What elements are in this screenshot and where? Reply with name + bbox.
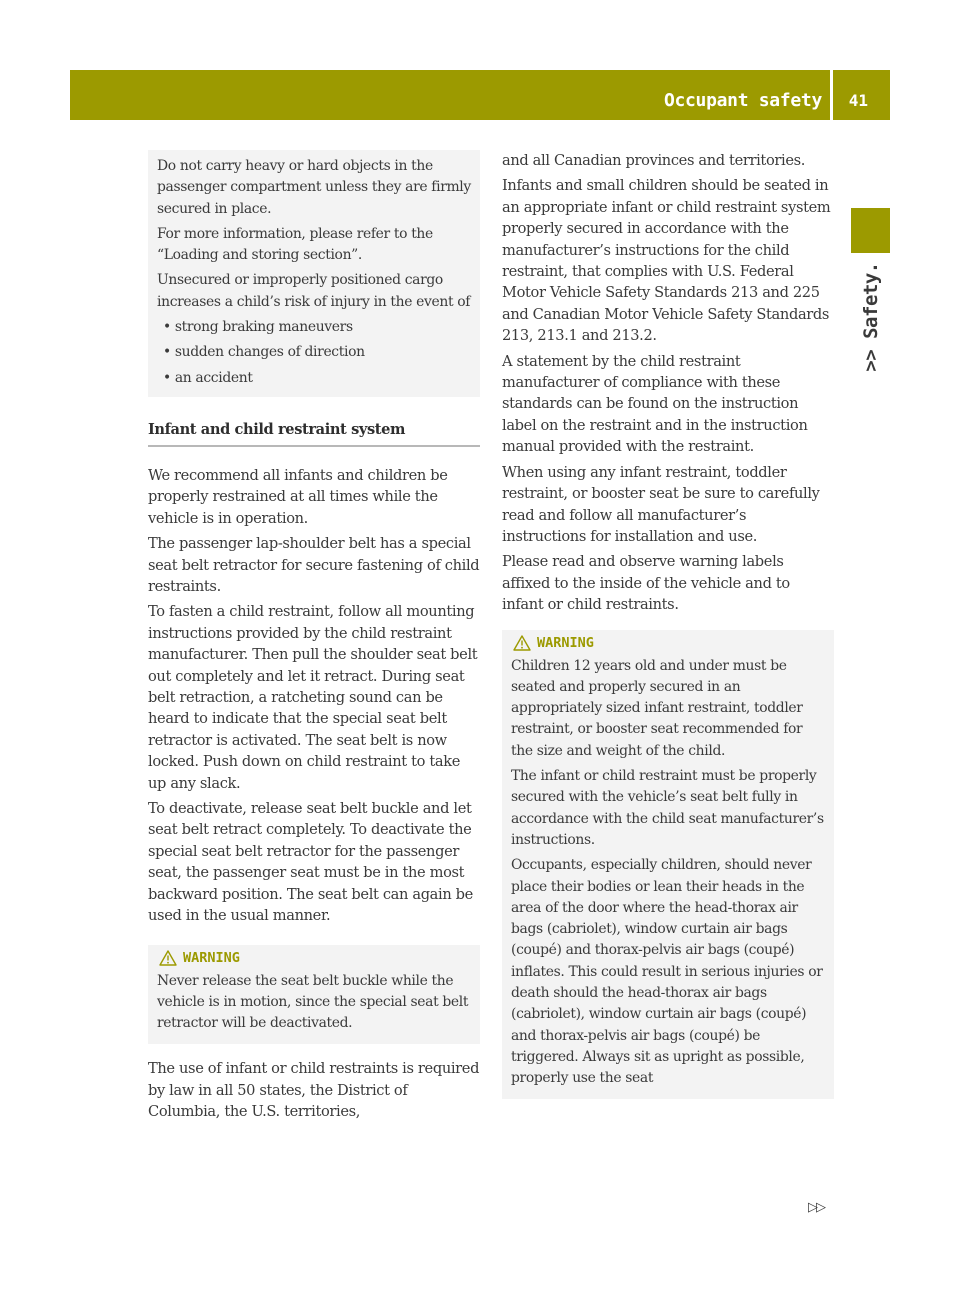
body-paragraph: Infants and small children should be seated in an appropriate infant or child restraint system properly secured in accordance with the manufacturer’s instructions for the child restraint, that complies with U.S. Federal Motor Vehicle Safety Standards 213 and 225 and Canadian Motor Vehicle Safety Standards 213, 213.1 and 213.2. [502, 177, 831, 345]
list-item-text: an accident [174, 369, 253, 386]
list-item [157, 368, 472, 389]
page-title: Occupant safety [663, 90, 822, 111]
list-item [157, 317, 472, 338]
header-bar [70, 70, 890, 120]
warning-text: Never release the seat belt buckle while the vehicle is in motion, since the special seat belt retractor will be deactivated. [157, 972, 469, 1032]
list-item [157, 342, 472, 363]
bullet-icon: • [163, 344, 171, 361]
side-tab [851, 262, 890, 372]
side-tab-marker [851, 208, 890, 253]
body-paragraph: When using any infant restraint, toddler restraint, or booster seat be sure to carefully read and follow all manufacturer’s instructions for installation and use. [502, 463, 820, 545]
body-paragraph: and all Canadian provinces and territories. [502, 152, 806, 169]
warning-text: The infant or child restraint must be properly secured with the vehicle’s seat belt fully in accordance with the child seat manufacturer’s instructions. [511, 768, 824, 848]
body-paragraph: A statement by the child restraint manufacturer of compliance with these standards can be found on the instruction label on the restraint and in the instruction manual provided with the restraint. [502, 352, 808, 456]
side-tab-label: >> Safety. [859, 262, 882, 372]
list-item-text: strong braking maneuvers [174, 319, 353, 336]
body-paragraph: Please read and observe warning labels affixed to the inside of the vehicle and to infant or child restraints. [502, 553, 790, 614]
body-paragraph: The use of infant or child restraints is required by law in all 50 states, the District of Columbia, the U.S. territories, [148, 1060, 480, 1121]
warning-label: WARNING [183, 949, 240, 966]
cargo-note-paragraph: Unsecured or improperly positioned cargo increases a child’s risk of injury in the event of [157, 272, 471, 310]
header-divider [830, 70, 833, 120]
right-column [502, 150, 834, 1113]
warning-triangle-icon [159, 950, 177, 966]
cargo-risk-list [157, 317, 472, 389]
warning-text: Children 12 years old and under must be seated and properly secured in an appropriately sized infant restraint, toddler restraint, or booster seat recommended for the size and weight of the child. [511, 657, 803, 759]
warning-label: WARNING [537, 634, 594, 651]
cargo-note-paragraph: For more information, please refer to the “Loading and storing section”. [157, 225, 433, 264]
page-number: 41 [848, 91, 868, 110]
section-body [148, 465, 480, 927]
section-heading: Infant and child restraint system [148, 421, 480, 447]
body-paragraph: To deactivate, release seat belt buckle and let seat belt retract completely. To deactivate the special seat belt retractor for the passenger seat, the passenger seat must be in the most backward position. The seat belt can again be used in the usual manner. [148, 800, 473, 925]
warning-header [157, 950, 472, 966]
warning-triangle-icon [513, 635, 531, 651]
bullet-icon: • [163, 369, 171, 386]
body-paragraph: To fasten a child restraint, follow all mounting instructions provided by the child restraint manufacturer. Then pull the shoulder seat belt out completely and let it retract. During seat belt retraction, a ratcheting sound can be heard to indicate that the special seat belt retractor is activated. The seat belt is now locked. Push down on child restraint to take up any slack. [148, 603, 478, 792]
left-column [148, 150, 480, 1127]
cargo-note-paragraph: Do not carry heavy or hard objects in the passenger compartment unless they are firmly secured in place. [157, 158, 471, 217]
warning-box [148, 945, 480, 1045]
list-item-text: sudden changes of direction [174, 344, 365, 361]
warning-text: Occupants, especially children, should never place their bodies or lean their heads in the area of the door where the head-thorax air bags (cabriolet), window curtain air bags (coupé) and thorax-pelvis air bags (coupé) inflates. This could result in serious injuries or death should the head-thorax air bags (cabriolet), window curtain air bags (coupé) and thorax-pelvis air bags (coupé) be triggered. Always sit as upright as possible, properly use the seat [511, 857, 823, 1087]
bullet-icon: • [163, 319, 171, 336]
warning-box [502, 630, 834, 1100]
body-paragraph: We recommend all infants and children be properly restrained at all times while the vehicle is in operation. [148, 466, 448, 527]
body-paragraph: The passenger lap-shoulder belt has a special seat belt retractor for secure fastening of child restraints. [148, 535, 480, 595]
cargo-note-box [148, 150, 480, 397]
continued-arrows-icon: ▷▷ [808, 1200, 824, 1215]
warning-header [511, 635, 826, 651]
